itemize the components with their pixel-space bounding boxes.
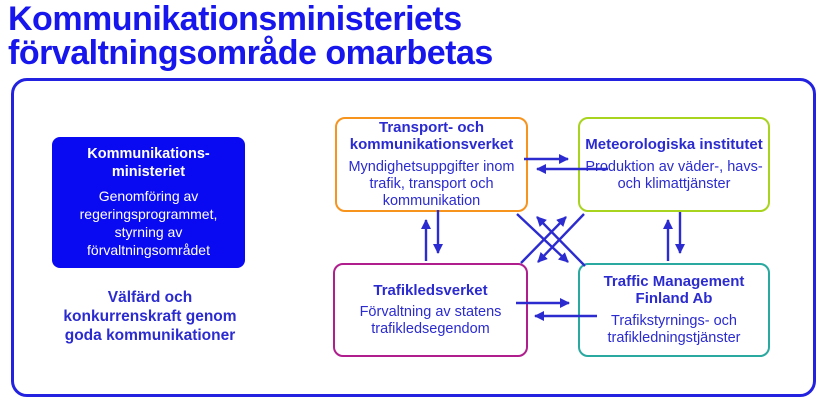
agency-trafikleds-title xyxy=(373,282,487,299)
page-title-line-1: Kommunikationsministeriets xyxy=(8,0,462,38)
agency-box-meteorological xyxy=(578,117,770,212)
agency-tmf-title xyxy=(604,273,745,308)
page-title-line-2: förvaltningsområde omarbetas xyxy=(8,34,493,72)
agency-transport-title xyxy=(350,119,513,154)
agency-box-trafikleds xyxy=(333,263,528,357)
agency-tmf-title-line-2: Finland Ab xyxy=(635,290,713,308)
agency-transport-desc-line-3: kommunikation xyxy=(382,192,481,209)
ministry-title xyxy=(87,145,209,181)
ministry-description xyxy=(80,188,218,260)
agency-trafikleds-desc-line-2: trafikledsegendom xyxy=(371,321,490,338)
agency-tmf-desc-line-2: trafikledningstjänster xyxy=(607,329,741,346)
agency-tmf-description xyxy=(608,313,741,347)
agency-meteorological-title xyxy=(585,136,763,153)
ministry-description-line-2: regeringsprogrammet, xyxy=(79,206,218,223)
tagline-line-1: Välfärd och xyxy=(107,289,193,306)
tagline-line-2: konkurrenskraft genom xyxy=(63,307,237,325)
tagline-line-3: goda kommunikationer xyxy=(64,326,236,344)
agency-box-tmf xyxy=(578,263,770,357)
ministry-description-line-1: Genomföring av xyxy=(98,188,199,205)
agency-meteorological-desc-line-2: och klimattjänster xyxy=(617,175,731,192)
agency-transport-desc-line-1: Myndighetsuppgifter inom xyxy=(348,158,515,175)
agency-transport-title-line-2: kommunikationsverket xyxy=(349,136,514,154)
agency-transport-title-line-1: Transport- och xyxy=(378,119,484,137)
ministry-description-line-4: förvaltningsområdet xyxy=(87,242,210,259)
agency-transport-desc-line-2: trafik, transport och xyxy=(369,175,494,192)
agency-box-transport xyxy=(335,117,528,212)
agency-tmf-desc-line-1: Trafikstyrnings- och xyxy=(611,312,737,329)
agency-trafikleds-desc-line-1: Förvaltning av statens xyxy=(359,304,502,321)
ministry-title-line-1: Kommunikations- xyxy=(87,146,210,163)
page-title xyxy=(8,2,493,70)
agency-meteorological-desc-line-1: Produktion av väder-, havs- xyxy=(585,158,763,175)
agency-meteorological-title-line-1: Meteorologiska institutet xyxy=(585,136,763,154)
ministry-box xyxy=(52,137,245,268)
agency-trafikleds-description xyxy=(360,304,502,338)
ministry-description-line-3: styrning av xyxy=(114,224,183,241)
agency-meteorological-description xyxy=(585,159,762,193)
agency-trafikleds-title-line-1: Trafikledsverket xyxy=(373,281,488,299)
tagline xyxy=(30,289,270,346)
agency-tmf-title-line-1: Traffic Management xyxy=(603,273,745,291)
agency-transport-description xyxy=(348,159,514,210)
ministry-title-line-2: ministeriet xyxy=(111,164,186,181)
